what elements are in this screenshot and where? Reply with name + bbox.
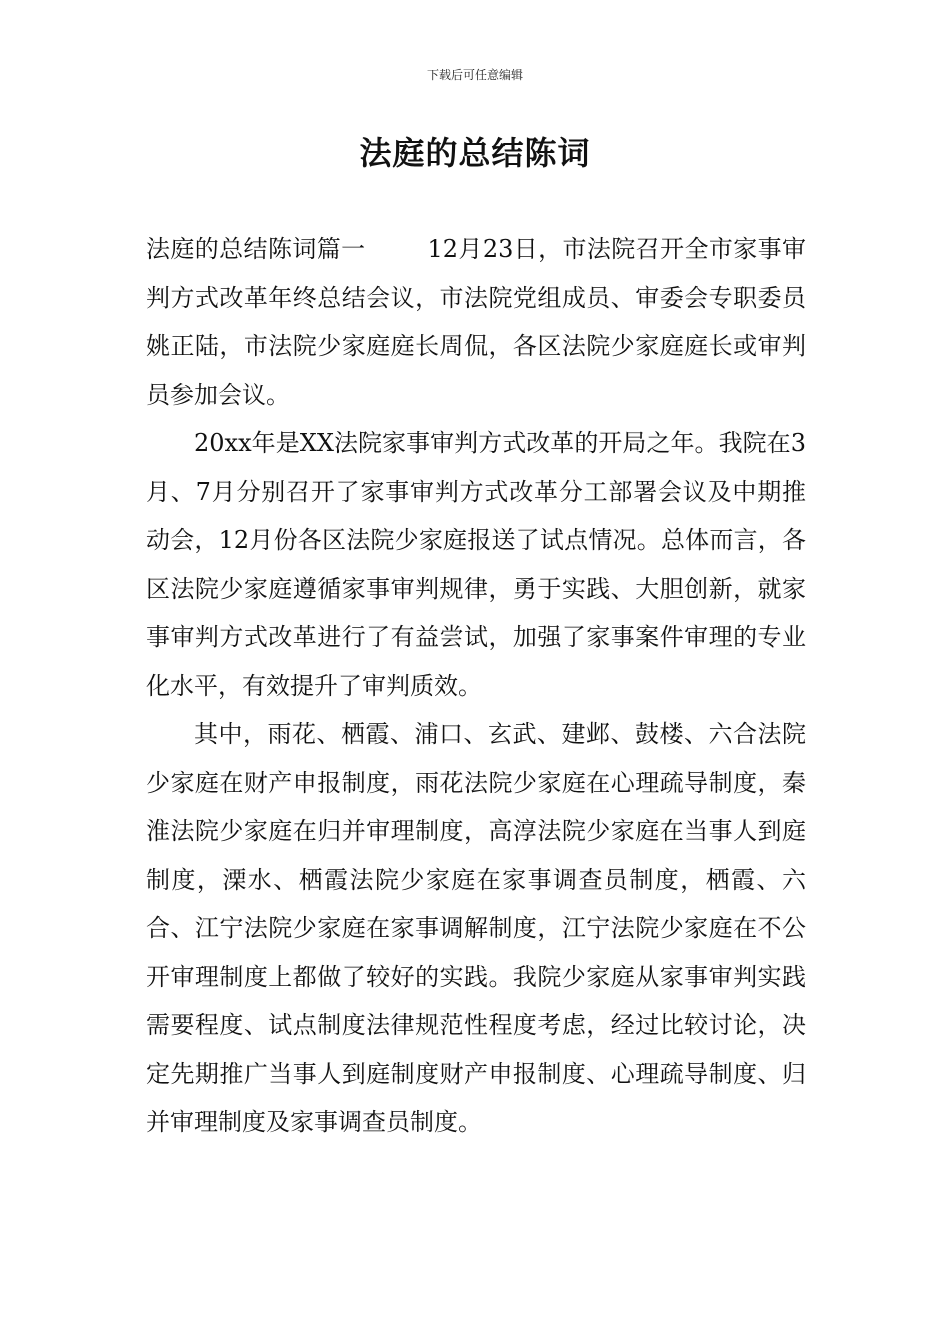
paragraph-2: 20xx年是XX法院家事审判方式改革的开局之年。我院在3月、7月分别召开了家事审判方式改革分工部署会议及中期推动会，12月份各区法院少家庭报送了试点情况。总体而言，各区法院少家庭遵循家事审判规律，勇于实践、大胆创新，就家事审判方式改革进行了有益尝试，加强了家事案件审理的专业化水平，有效提升了审判质效。 bbox=[146, 429, 806, 700]
document-body bbox=[146, 225, 806, 1147]
section-lead: 法庭的总结陈词篇一 bbox=[146, 235, 366, 263]
header-note: 下载后可任意编辑 bbox=[426, 68, 523, 82]
paragraph-3: 其中，雨花、栖霞、浦口、玄武、建邺、鼓楼、六合法院少家庭在财产申报制度，雨花法院少家庭在心理疏导制度，秦淮法院少家庭在归并审理制度，高淳法院少家庭在当事人到庭制度，溧水、栖霞法院少家庭在家事调查员制度，栖霞、六合、江宁法院少家庭在家事调解制度，江宁法院少家庭在不公开审理制度上都做了较好的实践。我院少家庭从家事审判实践需要程度、试点制度法律规范性程度考虑，经过比较讨论，决定先期推广当事人到庭制度财产申报制度、心理疏导制度、归并审理制度及家事调查员制度。 bbox=[146, 720, 806, 1136]
paragraph-1-text: 12月23日，市法院召开全市家事审判方式改革年终总结会议，市法院党组成员、审委会专职委员姚正陆，市法院少家庭庭长周侃，各区法院少家庭庭长或审判员参加会议。 bbox=[146, 235, 807, 409]
paragraph-1 bbox=[146, 225, 806, 419]
document-title: 法庭的总结陈词 bbox=[359, 134, 591, 172]
